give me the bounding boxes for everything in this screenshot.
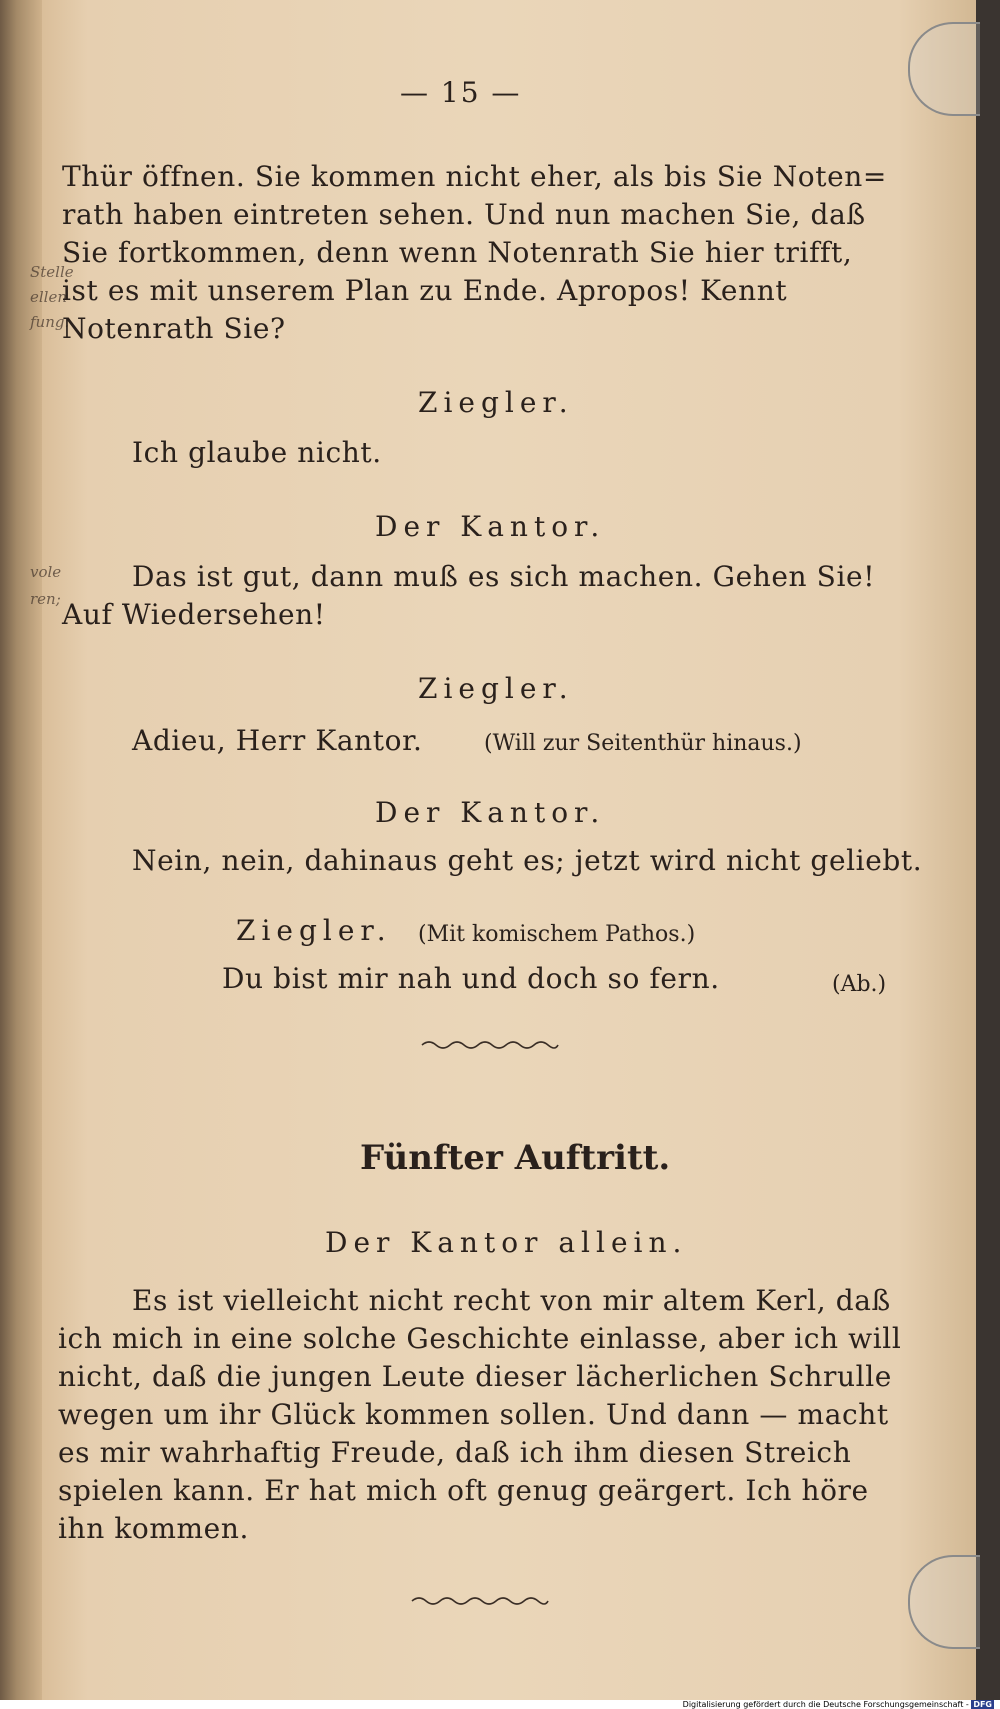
text-line: rath haben eintreten sehen. Und nun machen Sie, daß xyxy=(62,198,866,231)
speaker-name: Ziegler. xyxy=(418,672,574,705)
text-line: ist es mit unserem Plan zu Ende. Apropos! Kennt xyxy=(62,274,788,307)
margin-note: vole xyxy=(30,563,62,581)
scene-cast: Der Kantor allein. xyxy=(325,1226,688,1259)
speaker-name: Der Kantor. xyxy=(375,510,606,543)
dfg-logo: DFG xyxy=(973,1700,992,1709)
monologue-line: ich mich in eine solche Geschichte einlasse, aber ich will xyxy=(58,1322,902,1355)
paper-clip-bottom xyxy=(908,1555,980,1649)
dialogue-line: Adieu, Herr Kantor. xyxy=(132,724,423,757)
dialogue-line: Das ist gut, dann muß es sich machen. Gehen Sie! xyxy=(132,560,876,593)
margin-note: ellen xyxy=(30,288,68,306)
digitization-footer xyxy=(0,1700,1000,1709)
monologue-line: ihn kommen. xyxy=(58,1512,249,1545)
speaker-name: Ziegler. xyxy=(236,914,392,947)
margin-note: fung. xyxy=(30,313,70,331)
scene-heading: Fünfter Auftritt. xyxy=(360,1138,671,1178)
text-line: Sie fortkommen, denn wenn Notenrath Sie hier trifft, xyxy=(62,236,853,269)
margin-note: Stelle xyxy=(30,263,74,281)
monologue-line: nicht, daß die jungen Leute dieser lächerlichen Schrulle xyxy=(58,1360,892,1393)
monologue-line: spielen kann. Er hat mich oft genug geärgert. Ich höre xyxy=(58,1474,869,1507)
monologue-line: es mir wahrhaftig Freude, daß ich ihm diesen Streich xyxy=(58,1436,852,1469)
margin-note: ren; xyxy=(30,590,61,608)
speaker-name: Der Kantor. xyxy=(375,796,606,829)
page-number: — 15 — xyxy=(400,76,522,109)
stage-direction: (Mit komischem Pathos.) xyxy=(418,922,696,947)
stage-direction: (Ab.) xyxy=(832,972,887,997)
dialogue-line: Du bist mir nah und doch so fern. xyxy=(222,962,720,995)
monologue-line: wegen um ihr Glück kommen sollen. Und dann — macht xyxy=(58,1398,889,1431)
dialogue-line: Nein, nein, dahinaus geht es; jetzt wird nicht geliebt. xyxy=(132,844,923,877)
speaker-name: Ziegler. xyxy=(418,386,574,419)
section-ornament xyxy=(420,1038,560,1052)
paper-clip-top xyxy=(908,22,980,116)
text-line: Notenrath Sie? xyxy=(62,312,286,345)
stage-direction: (Will zur Seitenthür hinaus.) xyxy=(484,731,802,756)
footer-text: Digitalisierung gefördert durch die Deutsche Forschungsgemeinschaft - xyxy=(682,1700,969,1709)
monologue-line: Es ist vielleicht nicht recht von mir altem Kerl, daß xyxy=(132,1284,891,1317)
page-gutter-shadow xyxy=(0,0,42,1700)
section-ornament xyxy=(410,1594,550,1608)
text-line: Thür öffnen. Sie kommen nicht eher, als bis Sie Noten= xyxy=(62,160,887,193)
dialogue-line: Auf Wiedersehen! xyxy=(62,598,326,631)
dialogue-line: Ich glaube nicht. xyxy=(132,436,382,469)
